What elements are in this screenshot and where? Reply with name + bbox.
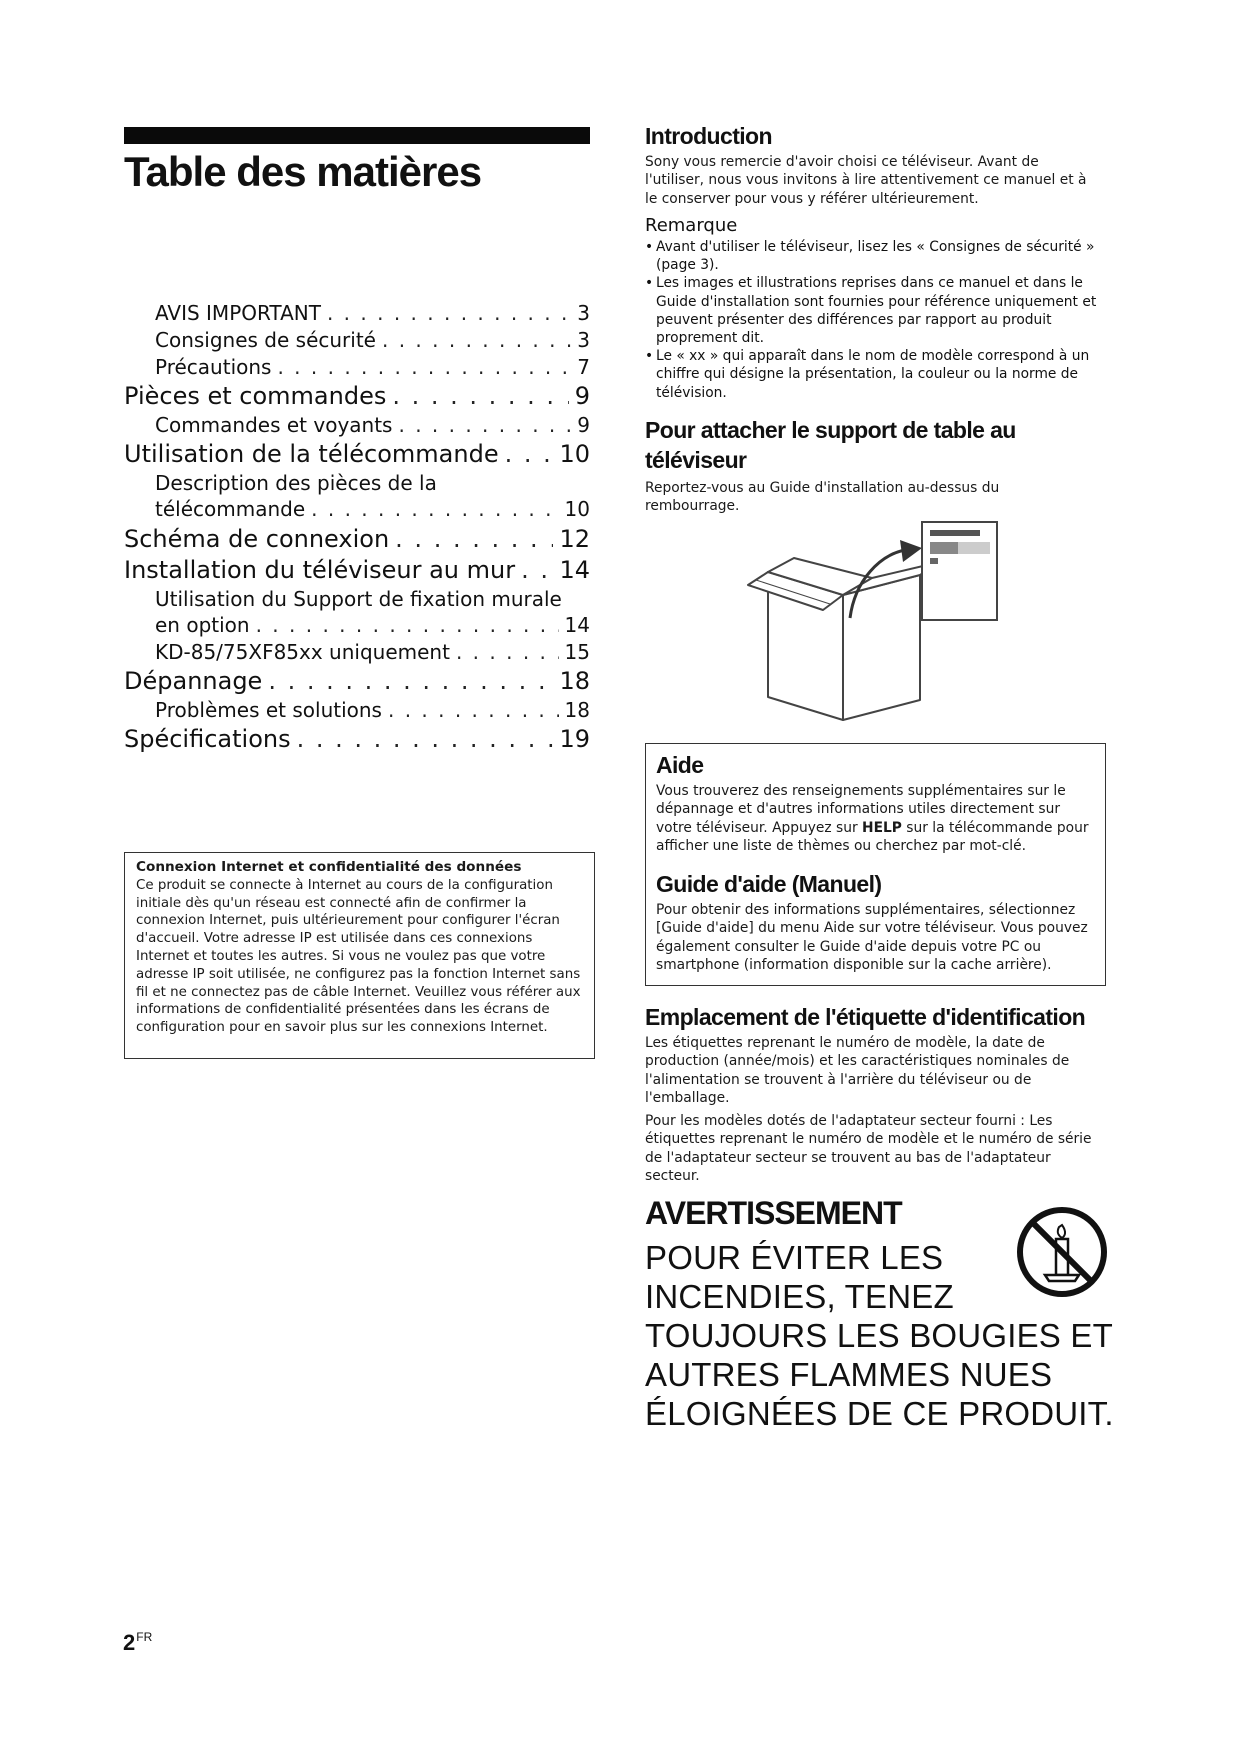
toc-entry-label: Précautions (155, 355, 272, 379)
toc-entry-label: en option (155, 613, 250, 637)
privacy-text: Ce produit se connecte à Internet au cours de la configuration initiale dès qu'un réseau est connecté afin de confirmer la connexion Internet, puis ultérieurement pour configurer l'écran d'accueil. Votre adresse IP est utilisée dans ces connexions Internet et toutes les autres. Si vous ne voulez pas que votre adresse IP soit utilisée, ne configurez pas la fonction Internet sans fil et ne connectez pas de câble Internet. Veuillez vous référer aux informations de confidentialité présentées dans les écrans de configuration pour en savoir plus sur les connexions Internet. (136, 877, 581, 1036)
toc-entry-label: télécommande (155, 497, 306, 521)
remark-heading: Remarque (645, 215, 738, 236)
toc-entry[interactable] (124, 327, 590, 354)
toc-entry-label: Schéma de connexion (124, 525, 390, 553)
toc-entry[interactable] (124, 697, 590, 724)
toc-entry-page: 15 (564, 640, 590, 664)
list-item: • Le « xx » qui apparaît dans le nom de modèle correspond à un chiffre qui désigne la présentation, la couleur ou la norme de télévision. (645, 347, 1105, 402)
help-key: HELP (862, 819, 902, 836)
title-rule (124, 127, 590, 144)
label-location-text: Les étiquettes reprenant le numéro de modèle, la date de production (année/mois) et les caractéristiques nominales de l'alimentation se trouvent à l'arrière du téléviseur ou de l'emballage. (645, 1035, 1070, 1107)
toc-entry-label: Spécifications (124, 725, 291, 753)
list-item: • Avant d'utiliser le téléviseur, lisez les « Consignes de sécurité » (page 3). (645, 238, 1105, 274)
introduction-heading: Introduction (645, 123, 772, 149)
toc-entry-page: 18 (564, 698, 590, 722)
page-number: $2^{FR}$ (123, 1630, 153, 1655)
toc-entry-label: Installation du téléviseur au mur (124, 556, 516, 584)
toc-entry[interactable] (124, 524, 590, 555)
toc-entry[interactable] (124, 666, 590, 697)
toc-entry-label-line: Utilisation du Support de fixation murale (155, 587, 562, 611)
toc-entry[interactable] (124, 439, 590, 470)
adapter-label-text: Pour les modèles dotés de l'adaptateur secteur fourni : Les étiquettes reprenant le numéro de modèle et le numéro de série de l'adaptateur secteur se trouvent au bas de l'adaptateur secteur. (645, 1113, 1092, 1185)
toc-entry-label-line: Description des pièces de la (155, 471, 437, 495)
privacy-title: Connexion Internet et confidentialité des données (136, 859, 522, 875)
attach-stand-heading: Pour attacher le support de table au téléviseur (645, 417, 1016, 473)
toc-entry-page: 3 (577, 328, 590, 352)
toc-entry-page: 19 (559, 725, 590, 753)
toc-entry-page: 3 (577, 301, 590, 325)
aide-text: Vous trouverez des renseignements supplémentaires sur le dépannage et d'autres informations utiles directement sur votre téléviseur. Appuyez sur HELP sur la télécommande pour afficher une liste de thèmes ou cherchez par mot-clé. (656, 783, 1089, 855)
help-guide-heading: Guide d'aide (Manuel) (656, 871, 882, 897)
toc-title: Table des matières (124, 148, 482, 195)
toc-entry-label: KD-85/75XF85xx uniquement (155, 640, 450, 664)
toc-entry-page: 14 (564, 613, 590, 637)
toc-entry-page: 9 (574, 382, 590, 410)
attach-stand-text: Reportez-vous au Guide d'installation au-dessus du rembourrage. (645, 480, 1000, 515)
no-candle-icon (1015, 1205, 1109, 1299)
privacy-notice-box (124, 852, 595, 1059)
label-location-heading: Emplacement de l'étiquette d'identification (645, 1004, 1086, 1030)
toc-entry-page: 18 (559, 667, 590, 695)
toc-entry-page: 9 (577, 413, 590, 437)
toc-entry[interactable] (124, 724, 590, 755)
remark-list (645, 238, 1105, 402)
toc-entry[interactable] (124, 496, 590, 523)
toc-entry-page: 10 (559, 440, 590, 468)
warning-heading: AVERTISSEMENT (645, 1195, 902, 1231)
toc-entry[interactable] (124, 639, 590, 666)
toc-entry-page: 12 (559, 525, 590, 553)
toc-entry-page: 10 (564, 497, 590, 521)
toc-entry-label: AVIS IMPORTANT (155, 301, 321, 325)
list-item: • Les images et illustrations reprises dans ce manuel et dans le Guide d'installation sont fournies pour référence uniquement et peuvent présenter des différences par rapport au produit proprement dit. (645, 274, 1105, 347)
introduction-text: Sony vous remercie d'avoir choisi ce téléviseur. Avant de l'utiliser, nous vous invitons à lire attentivement ce manuel et à le conserver pour vous y référer ultérieurement. (645, 154, 1087, 207)
toc-entry[interactable] (124, 300, 590, 327)
toc-entry[interactable] (124, 354, 590, 381)
toc-entry-label: Dépannage (124, 667, 263, 695)
box-guide-illustration (740, 520, 1010, 725)
table-of-contents (124, 300, 590, 755)
help-guide-text: Pour obtenir des informations supplémentaires, sélectionnez [Guide d'aide] du menu Aide sur votre téléviseur. Vous pouvez également consulter le Guide d'aide depuis votre PC ou smartphone (information disponible sur la cache arrière). (656, 902, 1088, 974)
toc-entry-label: Commandes et voyants (155, 413, 393, 437)
aide-heading: Aide (656, 752, 704, 778)
help-box (645, 743, 1106, 986)
toc-entry-page: 7 (577, 355, 590, 379)
toc-entry-page: 14 (559, 556, 590, 584)
toc-entry-label: Consignes de sécurité (155, 328, 376, 352)
toc-entry-label: Problèmes et solutions (155, 698, 382, 722)
toc-entry[interactable] (124, 612, 590, 639)
warning-text: POUR ÉVITER LES INCENDIES, TENEZ TOUJOURS LES BOUGIES ET AUTRES FLAMMES NUES ÉLOIGNÉES DE CE PRODUIT. (645, 1239, 1114, 1432)
toc-entry[interactable] (124, 555, 590, 586)
toc-entry-label: Utilisation de la télécommande (124, 440, 499, 468)
toc-entry-label: Pièces et commandes (124, 382, 387, 410)
toc-entry[interactable] (124, 412, 590, 439)
toc-entry[interactable] (124, 381, 590, 412)
